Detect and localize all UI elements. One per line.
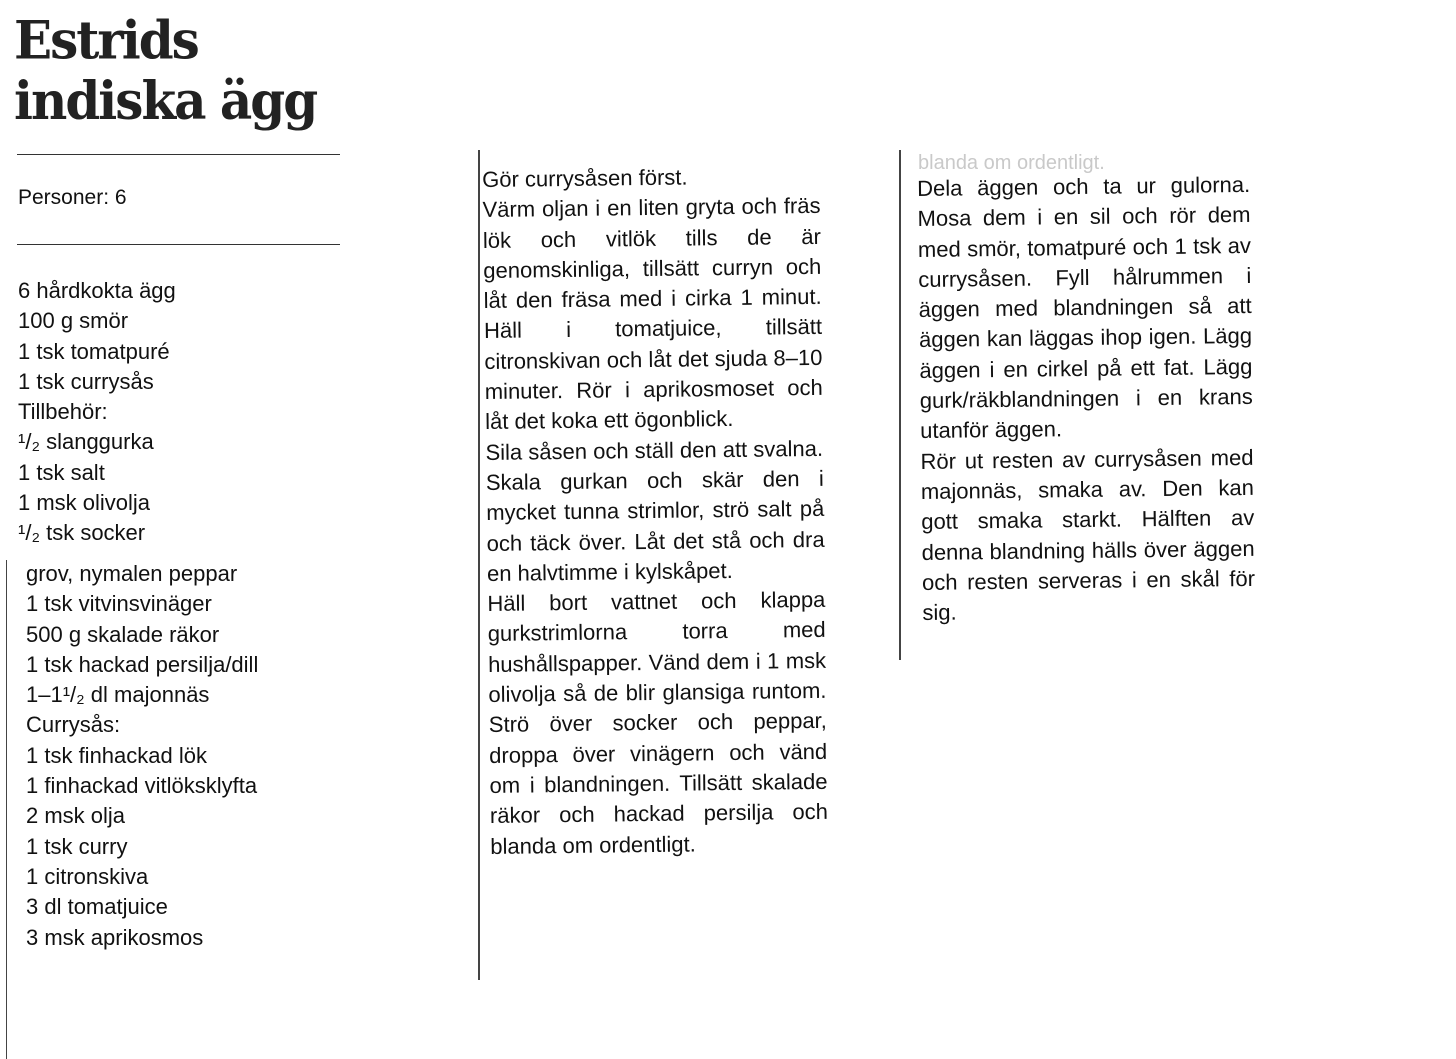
- instruction-paragraph: Gör currysåsen först.: [482, 164, 688, 192]
- faint-bleed-text: blanda om ordentligt.: [918, 152, 1105, 174]
- ingredient-item: ¹/₂ slanggurka: [18, 429, 154, 455]
- ingredient-list-lower: [26, 559, 258, 953]
- ingredient-item: 500 g skalade räkor: [26, 621, 220, 647]
- instruction-paragraph: Värm oljan i en liten gryta och fräs lök och vitlök tills de är genomskinliga, tillsätt curryn och låt den fräsa med i cirka 1 minut. Häll i tomatjuice, tillsätt citronskivan och låt det sjuda 8–10 minuter. Rör i aprikosmoset och låt det koka ett ögonblick.: [482, 193, 823, 435]
- instruction-paragraph: Dela äggen och ta ur gulorna. Mosa dem i en sil och rör dem med smör, tomatpuré och 1 tsk av currysåsen. Fyll hålrummen i äggen med blandningen så att äggen kan läggas ihop igen. Lägg äggen i en cirkel på ett fat. Lägg gurk/räkblandningen i en krans utanför äggen.: [917, 171, 1253, 444]
- ingredient-item: 1 tsk salt: [18, 459, 105, 485]
- ingredient-item: grov, nymalen peppar: [26, 561, 238, 586]
- recipe-title-line-1: Estrids: [14, 8, 198, 71]
- title-divider: [17, 154, 340, 155]
- ingredient-item: 1 tsk currysås: [18, 368, 154, 394]
- servings: Personer: 6: [18, 186, 127, 209]
- instruction-paragraph: Sila såsen och ställ den att svalna.: [485, 435, 824, 465]
- ingredient-item: 1 tsk tomatpuré: [18, 338, 170, 364]
- ingredient-item: 2 msk olja: [26, 803, 126, 829]
- instructions-column-1: [482, 161, 828, 862]
- ingredient-list-upper: [18, 276, 176, 549]
- ingredient-item: 1 tsk vitvinsvinäger: [26, 591, 212, 617]
- column-rule-middle: [478, 150, 480, 980]
- ingredient-item: 1–1¹/₂ dl majonnäs: [26, 682, 210, 708]
- column-rule-right: [899, 150, 901, 660]
- ingredient-item: 1 tsk hackad persilja/dill: [26, 651, 259, 677]
- ingredient-item: 1 finhackad vitlöksklyfta: [26, 773, 258, 799]
- ingredient-item: 1 tsk finhackad lök: [26, 742, 207, 768]
- ingredient-item: 3 msk aprikosmos: [26, 924, 204, 950]
- ingredient-item: 1 msk olivolja: [18, 490, 151, 516]
- recipe-title: [14, 10, 316, 132]
- ingredient-item: Currysås:: [26, 712, 121, 738]
- instruction-paragraph: Skala gurkan och skär den i mycket tunna strimlor, strö salt på och täck över. Låt det stå och dra en halvtimme i kylskåpet.: [485, 465, 825, 586]
- column-rule-left: [6, 560, 7, 1059]
- instruction-paragraph: Rör ut resten av currysåsen med majonnäs, smaka av. Den kan gott smaka starkt. Hälften av denna blandning hälls över äggen och resten serveras i en skål för sig.: [920, 444, 1256, 626]
- ingredient-item: 100 g smör: [18, 308, 129, 334]
- ingredient-item: ¹/₂ tsk socker: [18, 520, 146, 546]
- ingredient-item: Tillbehör:: [18, 399, 108, 425]
- ingredient-item: 3 dl tomatjuice: [26, 894, 168, 920]
- ingredient-item: 1 tsk curry: [26, 833, 128, 859]
- servings-divider: [17, 244, 340, 245]
- ingredient-item: 1 citronskiva: [26, 863, 149, 889]
- ingredient-item: 6 hårdkokta ägg: [18, 278, 176, 303]
- instruction-paragraph: Häll bort vattnet och klappa gurkstrimlorna torra med hushållspapper. Vänd dem i 1 msk olivolja så de blir glansiga runtom. Strö över socker och peppar, droppa över vinägern och vänd om i blandningen. Tillsätt skalade räkor och hackad persilja och blanda om ordentligt.: [487, 586, 829, 859]
- recipe-title-line-2: indiska ägg: [14, 69, 317, 132]
- instructions-column-2: [917, 170, 1256, 628]
